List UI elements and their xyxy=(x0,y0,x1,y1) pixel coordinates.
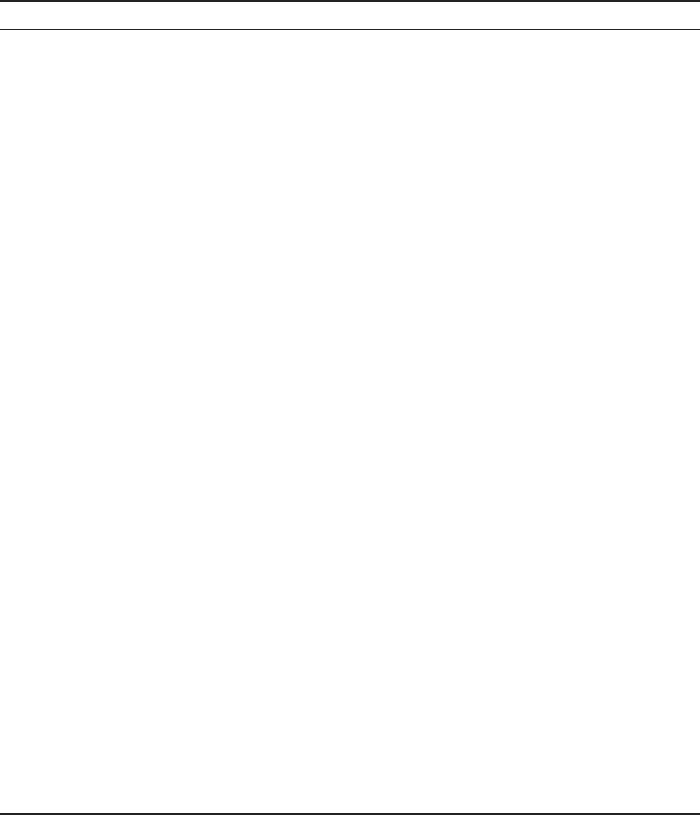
top-rule xyxy=(0,0,700,2)
bottom-rule xyxy=(0,813,700,815)
header-rule xyxy=(0,29,700,30)
